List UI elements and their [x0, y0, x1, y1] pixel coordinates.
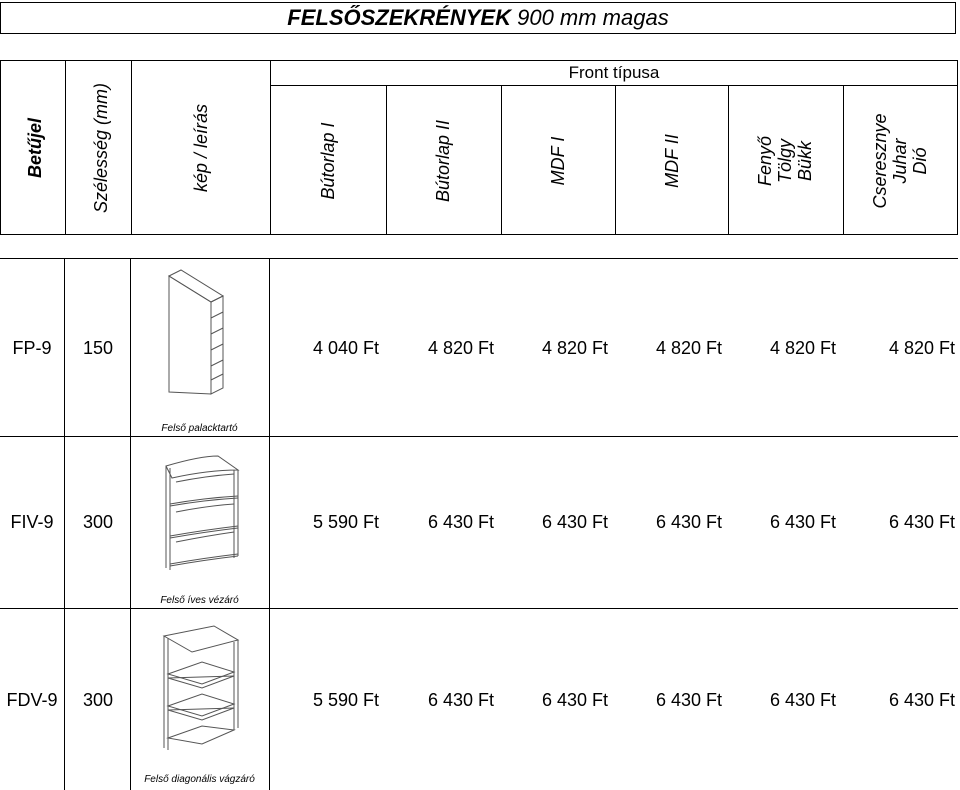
title-sub: 900 mm magas: [517, 5, 669, 30]
price-cell: 6 430 Ft: [888, 690, 955, 710]
front-6-line-3: Dió: [910, 147, 930, 175]
price-cell: 6 430 Ft: [769, 690, 836, 710]
price-table: [0, 258, 958, 790]
front-6-line-2: Juhar: [890, 138, 910, 184]
row-caption: Felső palacktartó: [161, 423, 238, 434]
row-caption: Felső íves vézáró: [160, 595, 239, 606]
col-header-front-5: [755, 136, 815, 186]
price-cell: 5 590 Ft: [312, 690, 379, 710]
table-row: [0, 608, 958, 790]
bottle-rack-cabinet-icon: [165, 268, 227, 396]
diagonal-end-cabinet-icon: [158, 624, 244, 752]
table-row: [0, 258, 958, 436]
row-code: FDV-9: [6, 690, 58, 710]
row-code: FIV-9: [10, 512, 54, 532]
title-main: FELSŐSZEKRÉNYEK: [287, 5, 511, 30]
price-cell: 5 590 Ft: [312, 512, 379, 532]
col-header-front-1: Bútorlap I: [318, 122, 338, 200]
col-header-image: kép / leírás: [191, 103, 211, 193]
table-header: [0, 60, 958, 235]
price-cell: 6 430 Ft: [427, 512, 494, 532]
price-cell: 4 820 Ft: [541, 338, 608, 358]
col-header-front-4: MDF II: [662, 134, 682, 188]
col-header-code: Betűjel: [25, 117, 45, 179]
row-caption: Felső diagonális vágzáró: [144, 774, 255, 785]
price-cell: 4 040 Ft: [312, 338, 379, 358]
col-header-width: Szélesség (mm): [91, 82, 111, 214]
front-6-line-1: Cseresznye: [870, 113, 890, 209]
col-header-front-3: MDF I: [548, 136, 568, 186]
price-cell: 6 430 Ft: [655, 690, 722, 710]
price-cell: 4 820 Ft: [427, 338, 494, 358]
price-cell: 4 820 Ft: [888, 338, 955, 358]
price-cell: 6 430 Ft: [655, 512, 722, 532]
page-title: [0, 2, 956, 34]
price-cell: 6 430 Ft: [541, 690, 608, 710]
col-header-front-6: [870, 113, 930, 208]
col-header-front-2: Bútorlap II: [433, 119, 453, 203]
price-cell: 6 430 Ft: [541, 512, 608, 532]
row-width: 300: [82, 690, 114, 710]
curved-end-cabinet-icon: [160, 454, 242, 572]
front-5-line-1: Fenyő: [755, 135, 775, 187]
row-width: 150: [82, 338, 114, 358]
row-code: FP-9: [12, 338, 52, 358]
front-type-label: Front típusa: [271, 61, 957, 86]
price-cell: 4 820 Ft: [769, 338, 836, 358]
price-cell: 6 430 Ft: [769, 512, 836, 532]
table-row: [0, 436, 958, 608]
price-cell: 6 430 Ft: [427, 690, 494, 710]
price-cell: 4 820 Ft: [655, 338, 722, 358]
row-width: 300: [82, 512, 114, 532]
price-cell: 6 430 Ft: [888, 512, 955, 532]
front-5-line-2: Tölgy: [775, 139, 795, 184]
front-5-line-3: Bükk: [795, 140, 815, 182]
